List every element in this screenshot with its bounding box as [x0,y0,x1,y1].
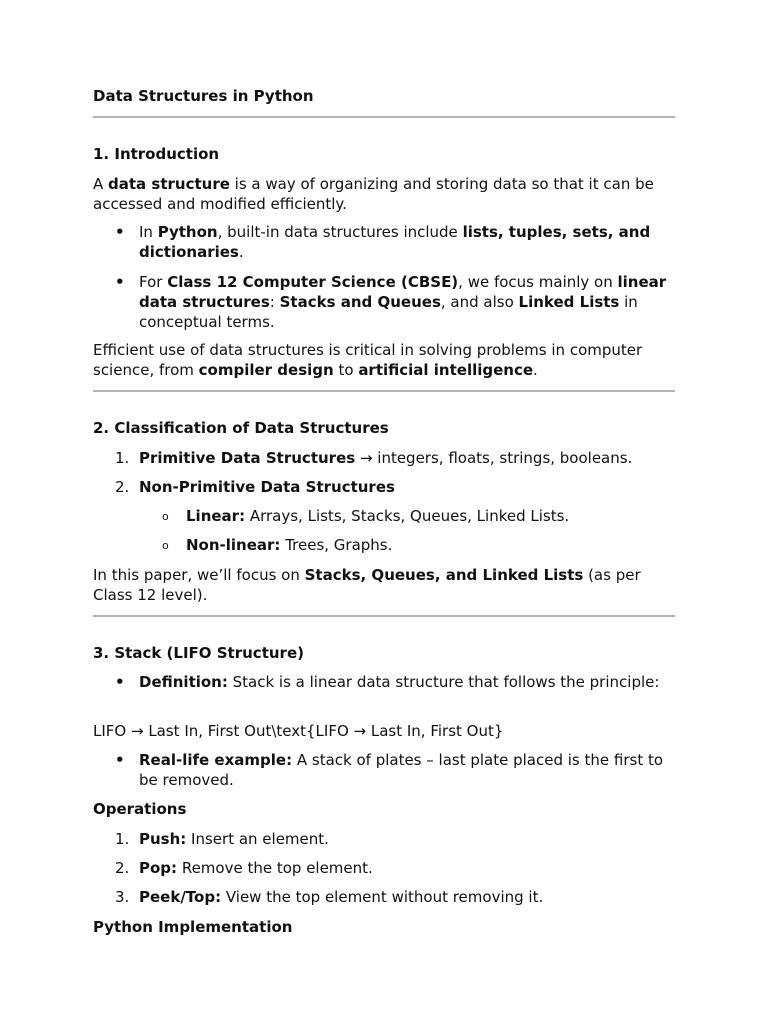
divider [93,390,675,392]
sub-item-non-linear: Non-linear: Trees, Graphs. [186,536,393,554]
list-number: 2. [115,859,130,877]
divider [93,615,675,617]
list-number: 1. [115,830,130,848]
section-heading-introduction: 1. Introduction [93,145,220,163]
list-item-primitive: Primitive Data Structures → integers, floats, strings, booleans. [139,449,633,467]
document-title: Data Structures in Python [93,87,314,105]
list-item-push: Push: Insert an element. [139,830,329,848]
list-number: 2. [115,478,130,496]
list-number: 1. [115,449,130,467]
divider [93,116,675,118]
bullet: • [115,273,125,291]
list-item-real-life-example: Real-life example: A stack of plates – last plate placed is the first to be removed. [139,751,664,789]
list-item-pop: Pop: Remove the top element. [139,859,373,877]
list-item-definition: Definition: Stack is a linear data structure that follows the principle: [139,673,660,691]
intro-paragraph: A data structure is a way of organizing and storing data so that it can be accessed and modified efficiently. [93,175,654,213]
bullet: • [115,223,125,241]
list-item-python-builtins: In Python, built-in data structures include lists, tuples, sets, and dictionaries. [139,223,651,261]
bullet: • [115,673,125,691]
list-item-cbse-focus: For Class 12 Computer Science (CBSE), we focus mainly on linear data structures: Stacks and Queues, and also Linked Lists in conceptual terms. [139,273,667,331]
list-number: 3. [115,888,130,906]
focus-paragraph: In this paper, we’ll focus on Stacks, Queues, and Linked Lists (as per Class 12 level). [93,566,641,604]
section-heading-classification: 2. Classification of Data Structures [93,419,389,437]
list-item-peek: Peek/Top: View the top element without removing it. [139,888,544,906]
sub-bullet: o [162,539,169,552]
efficiency-paragraph: Efficient use of data structures is critical in solving problems in computer science, from compiler design to artificial intelligence. [93,341,643,379]
sub-item-linear: Linear: Arrays, Lists, Stacks, Queues, Linked Lists. [186,507,570,525]
section-heading-stack: 3. Stack (LIFO Structure) [93,644,304,662]
operations-heading: Operations [93,800,187,818]
list-item-non-primitive: Non-Primitive Data Structures [139,478,395,496]
lifo-formula: LIFO → Last In, First Out\text{LIFO → Last In, First Out} [93,722,504,740]
bullet: • [115,751,125,769]
sub-bullet: o [162,510,169,523]
python-implementation-heading: Python Implementation [93,918,293,936]
